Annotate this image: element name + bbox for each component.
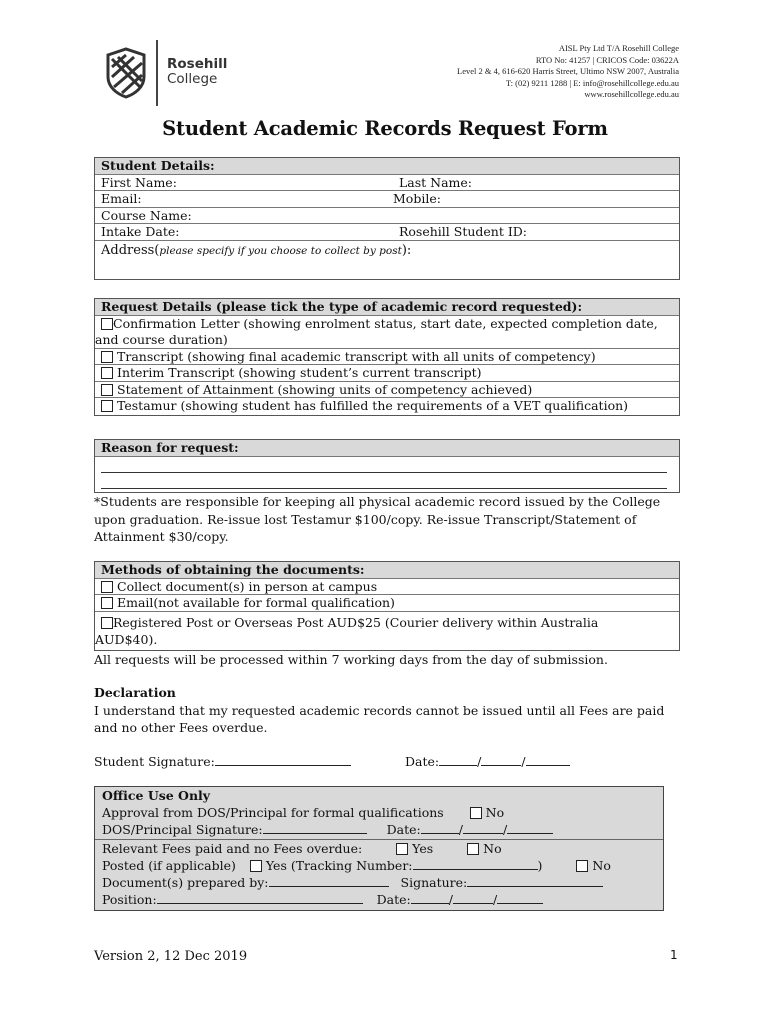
request-details-box [94,298,680,416]
statement-label: Statement of Attainment (showing units of competency achieved) [117,381,533,397]
fees-yes-checkbox[interactable] [396,843,408,855]
dos-signature-row [102,822,553,838]
approval-row [102,805,504,821]
dos-signature-field[interactable] [263,822,367,834]
fees-no-checkbox[interactable] [467,843,479,855]
declaration-text-cont: and no other Fees overdue. [94,720,268,735]
email-checkbox[interactable] [101,597,113,609]
course-row [95,208,679,225]
collect-label: Collect document(s) in person at campus [117,578,378,594]
declaration-heading: Declaration [94,685,176,700]
post-checkbox[interactable] [101,617,113,629]
contact-line: AISL Pty Ltd T/A Rosehill College [558,43,679,53]
fees-yes-label: Yes [412,841,434,856]
transcript-option[interactable] [95,349,679,366]
methods-header: Methods of obtaining the documents: [95,562,679,579]
approval-label: Approval from DOS/Principal for formal qualifications [102,805,444,820]
date-slash: / [458,822,463,837]
signature-date-label: Date: [405,754,440,769]
interim-transcript-checkbox[interactable] [101,367,113,379]
approval-no-checkbox[interactable] [470,807,482,819]
position-label: Position: [102,892,157,907]
student-details-box [94,157,680,280]
signature-date-row [405,753,570,770]
confirmation-letter-label: Confirmation Letter (showing enrolment status, start date, expected completion date, [113,315,658,331]
student-signature-label: Student Signature: [94,754,215,769]
collect-option[interactable] [95,579,679,596]
tracking-close: ) [537,858,543,873]
first-name-label[interactable]: First Name: [101,174,177,190]
records-note: *Students are responsible for keeping all physical academic record issued by the College upon graduation. Re-issue lost Testamur $100/copy. Re-issue Transcript/Statement of Attainment $30/copy. [94,494,661,544]
testamur-label: Testamur (showing student has fulfilled the requirements of a VET qualification) [117,398,629,413]
page-title: Student Academic Records Request Form [162,117,608,140]
statement-option[interactable] [95,382,679,399]
contact-line: RTO No: 41257 | CRICOS Code: 03622A [535,54,679,65]
version-label: Version 2, 12 Dec 2019 [94,949,248,964]
position-date-day[interactable] [411,892,449,904]
reason-box [94,439,680,493]
fees-label: Relevant Fees paid and no Fees overdue: [102,841,363,856]
interim-transcript-option[interactable] [95,365,679,382]
position-row [102,892,543,908]
confirmation-letter-option[interactable] [95,316,679,349]
date-year-field[interactable] [526,754,570,766]
approval-no-label: No [485,805,505,820]
prepared-by-field[interactable] [269,875,389,887]
tracking-number-field[interactable] [413,858,538,870]
dos-date-month[interactable] [463,822,503,834]
confirmation-letter-label-cont: and course duration) [95,332,228,347]
position-date-label: Date: [376,892,411,907]
logo-divider [156,40,158,106]
interim-transcript-label: Interim Transcript (showing student’s current transcript) [117,365,482,380]
dos-date-label: Date: [386,822,421,837]
contact-line: Level 2 & 4, 616-620 Harris Street, Ultimo NSW 2007, Australia [457,66,679,76]
college-logo [100,40,240,106]
address-row[interactable] [95,241,679,279]
last-name-label[interactable]: Last Name: [399,174,473,190]
fees-no-label: No [483,841,502,856]
posted-row [102,858,611,874]
position-field[interactable] [157,892,363,904]
date-slash: / [502,822,508,837]
position-date-month[interactable] [453,892,493,904]
email-option-label: Email(not available for formal qualification) [117,595,395,610]
intake-date-label[interactable]: Intake Date: [101,224,180,239]
post-option[interactable] [95,612,679,650]
dos-signature-label: DOS/Principal Signature: [102,822,263,837]
prepared-row [102,875,603,891]
email-label[interactable]: Email: [101,191,142,206]
page-number: 1 [670,948,678,962]
tracking-label: Yes (Tracking Number: [265,858,413,873]
intake-row [95,224,679,241]
request-details-header: Request Details (please tick the type of academic record requested): [95,299,679,316]
contact-line: www.rosehillcollege.edu.au [584,89,679,99]
contact-line: T: (02) 9211 1288 | E: info@rosehillcollege.edu.au [505,77,679,88]
course-name-label[interactable]: Course Name: [101,207,192,223]
collect-checkbox[interactable] [101,581,113,593]
address-note: please specify if you choose to collect by post [159,244,402,257]
testamur-checkbox[interactable] [101,400,113,412]
dos-date-day[interactable] [421,822,459,834]
date-slash: / [477,754,482,769]
office-use-box [94,786,664,911]
logo-sub: College [167,71,218,87]
confirmation-letter-checkbox[interactable] [101,318,113,330]
logo-name: Rosehill [167,56,228,72]
contact-block [457,43,679,101]
reason-line[interactable] [101,472,667,473]
office-use-heading: Office Use Only [102,788,211,803]
office-signature-field[interactable] [467,875,603,887]
address-label-end: ): [401,242,412,258]
position-date-year[interactable] [497,892,543,904]
declaration-text: I understand that my requested academic records cannot be issued until all Fees are paid [94,703,665,718]
date-slash: / [448,892,453,907]
transcript-label: Transcript (showing final academic transcript with all units of competency) [117,348,596,364]
statement-checkbox[interactable] [101,384,113,396]
posted-label: Posted (if applicable) [102,858,236,873]
posted-yes-checkbox[interactable] [250,860,262,872]
prepared-by-label: Document(s) prepared by: [102,875,269,890]
email-option[interactable] [95,595,679,612]
office-signature-label: Signature: [400,875,468,890]
date-slash: / [521,754,526,769]
fees-row [102,841,502,857]
posted-no-checkbox[interactable] [576,860,588,872]
name-row [95,175,679,192]
dos-date-year[interactable] [507,822,553,834]
reason-line[interactable] [101,488,667,489]
transcript-checkbox[interactable] [101,351,113,363]
student-details-header: Student Details: [95,158,679,175]
post-label: Registered Post or Overseas Post AUD$25 (Courier delivery within Australia [113,614,599,630]
testamur-option[interactable] [95,398,679,415]
contact-row [95,191,679,208]
mobile-label[interactable]: Mobile: [393,191,441,206]
date-month-field[interactable] [481,754,521,766]
office-divider [95,839,663,840]
post-label-cont: AUD$40). [95,631,158,647]
date-day-field[interactable] [439,754,477,766]
student-signature-field[interactable] [215,754,351,766]
shield-logo-icon [104,47,148,99]
reason-header: Reason for request: [95,440,679,457]
student-id-label[interactable]: Rosehill Student ID: [399,224,528,239]
posted-no-label: No [592,858,611,873]
processing-note: All requests will be processed within 7 working days from the day of submission. [94,652,608,667]
methods-box [94,561,680,651]
student-signature-row [94,753,351,770]
date-slash: / [492,892,498,907]
address-label: Address( [101,242,160,258]
